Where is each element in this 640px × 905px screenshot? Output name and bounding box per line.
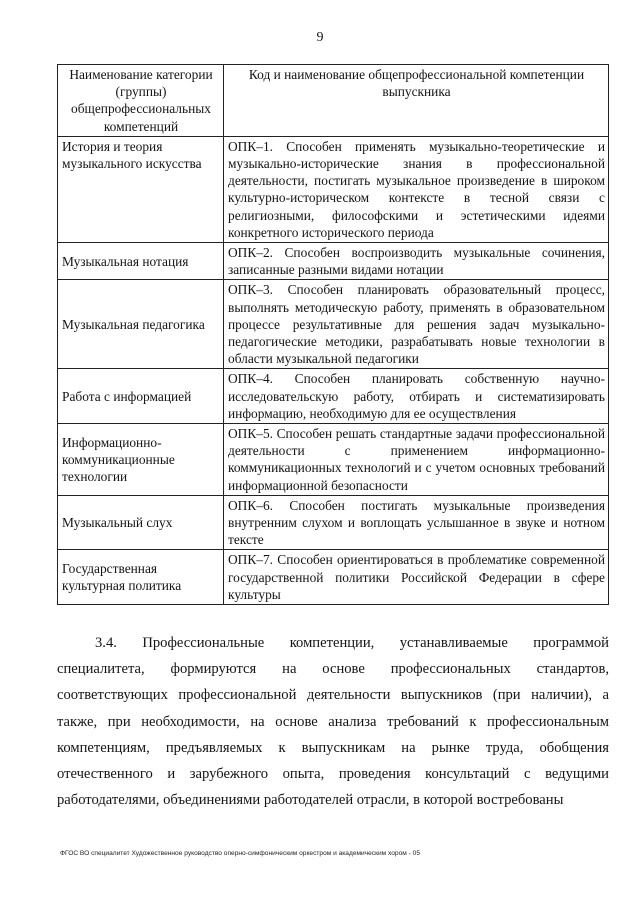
table-row [58,243,609,280]
competence-cell: ОПК–4. Способен планировать собственную научно-исследовательскую работу, отбирать и систематизировать информацию, необходимую для ее осуществления [224,369,609,424]
category-cell: Информационно-коммуникационные технологии [58,424,224,496]
competence-cell: ОПК–1. Способен применять музыкально-теоретические и музыкально-исторические знания в профессиональной деятельности, постигать музыкальное произведение в широком культурно-историческом контексте в тесной связи с религиозными, философскими и эстетическими идеями конкретного исторического периода [224,136,609,242]
category-cell: Государственная культурная политика [58,550,224,605]
category-cell: Музыкальная нотация [58,243,224,280]
table-row [58,369,609,424]
category-cell: Музыкальный слух [58,495,224,550]
page-footer: ФГОС ВО специалитет Художественное руководство оперно-симфоническим оркестром и академическим хором - 05 [60,850,420,857]
header-competence: Код и наименование общепрофессиональной компетенции выпускника [224,65,609,137]
competence-cell: ОПК–6. Способен постигать музыкальные произведения внутренним слухом и воплощать услышанное в звуке и нотном тексте [224,495,609,550]
category-cell: История и теория музыкального искусства [58,136,224,242]
competence-table [57,64,609,605]
competence-cell: ОПК–7. Способен ориентироваться в проблематике современной государственной политики Российской Федерации в сфере культуры [224,550,609,605]
competence-cell: ОПК–3. Способен планировать образовательный процесс, выполнять методическую работу, применять в образовательном процессе результативные для решения задач музыкально-педагогические методики, разрабатывать новые технологии в области музыкальной педагогики [224,280,609,369]
table-row [58,280,609,369]
category-cell: Работа с информацией [58,369,224,424]
table-row [58,424,609,496]
competence-cell: ОПК–5. Способен решать стандартные задачи профессиональной деятельности с применением информационно-коммуникационных технологий и с учетом основных требований информационной безопасности [224,424,609,496]
competence-cell: ОПК–2. Способен воспроизводить музыкальные сочинения, записанные разными видами нотации [224,243,609,280]
table-row [58,550,609,605]
table-row [58,495,609,550]
category-cell: Музыкальная педагогика [58,280,224,369]
body-paragraph: 3.4. Профессиональные компетенции, устанавливаемые программой специалитета, формируются на основе профессиональных стандартов, соответствующих профессиональной деятельности выпускников (при наличии), а также, при необходимости, на основе анализа требований к профессиональным компетенциям, предъявляемых к выпускникам на рынке труда, обобщения отечественного и зарубежного опыта, проведения консультаций с ведущими работодателями, объединениями работодателей отрасли, в которой востребованы [57,635,609,809]
header-category: Наименование категории (группы) общепрофессиональных компетенций [58,65,224,137]
table-header-row [58,65,609,137]
page-number: 9 [316,30,324,45]
table-row [58,136,609,242]
